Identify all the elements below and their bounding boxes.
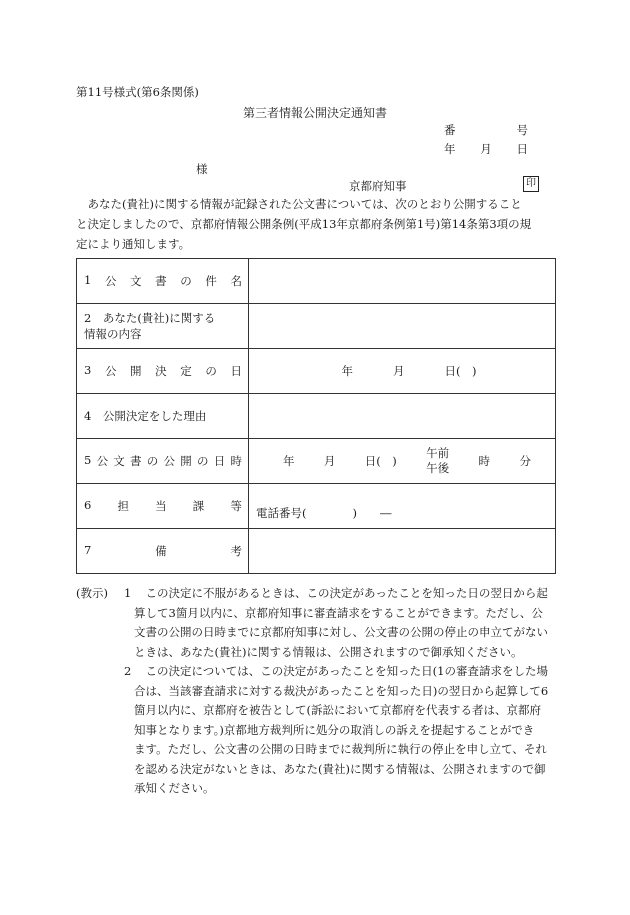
label-char: 等 [230, 499, 242, 513]
phone-number-field: 電話番号( ) ― [256, 506, 392, 520]
label-char: 文 [113, 454, 125, 468]
label-char: 課 [192, 499, 205, 513]
dt-month: 月 [323, 454, 336, 468]
label-responsible-section [77, 484, 249, 529]
label-char: 名 [230, 274, 242, 288]
value-remarks [249, 529, 556, 574]
label-char: 公 [163, 454, 175, 468]
am-label: 午前 [426, 446, 450, 460]
addressee-honorific: 様 [196, 162, 208, 176]
label-document-name [77, 259, 249, 304]
label-char: 件 [205, 274, 217, 288]
label-char: 公 [104, 364, 117, 378]
label-char: 開 [180, 454, 192, 468]
sender-governor: 京都府知事 [349, 179, 407, 193]
note-2 [134, 662, 548, 799]
table-row [77, 439, 556, 484]
date-month: 月 [393, 364, 405, 378]
label-remarks [77, 529, 249, 574]
intro-line: 定により通知します。 [76, 237, 191, 251]
note-line: 箇月以内に、京都府を被告として(訴訟において京都府を代表する者は、京都府 [134, 703, 541, 717]
label-char: の [196, 454, 209, 468]
label-char: 時 [230, 454, 242, 468]
table-row [77, 529, 556, 574]
table-row [77, 304, 556, 349]
label-char: の [205, 364, 217, 378]
label-char: の [180, 274, 192, 288]
label-char: 考 [230, 544, 242, 558]
date-month: 月 [480, 142, 492, 156]
label-char: 日 [213, 454, 226, 468]
pm-label: 午後 [426, 461, 450, 475]
note-line: 文書の公開の日時までに京都府知事に対し、公文書の公開の停止の申立てがない [134, 625, 548, 639]
value-document-name [249, 259, 556, 304]
label-char: 公 [104, 274, 117, 288]
label-line: 2 あなた(貴社)に関する [84, 311, 216, 325]
label-char: 書 [155, 274, 167, 288]
decision-table [76, 258, 556, 574]
note-line: ときは、あなた(貴社)に関する情報は、公開されますので御承知ください。 [134, 644, 523, 659]
label-char: 6 [84, 498, 92, 512]
value-responsible-section [249, 484, 556, 529]
table-row [77, 484, 556, 529]
note-line: ます。ただし、公文書の公開の日時までに裁判所に執行の停止を申し立て、それ [134, 742, 547, 756]
am-pm-stack [426, 446, 449, 476]
table-row [77, 259, 556, 304]
label-decision-date [77, 349, 249, 394]
dt-year: 年 [283, 454, 295, 468]
note-number: 2 [124, 664, 132, 678]
intro-line: と決定しましたので、京都府情報公開条例(平成13年京都府条例第1号)第14条第3項の規 [76, 217, 532, 231]
intro-paragraph [76, 194, 552, 254]
table-row [77, 394, 556, 439]
note-line: を認める決定がないときは、あなた(貴社)に関する情報は、公開されますので御 [134, 761, 546, 776]
dt-hour: 時 [478, 454, 491, 468]
note-1 [134, 584, 548, 662]
label-char: 公 [96, 454, 109, 468]
label-char: 開 [130, 364, 142, 378]
instructions-heading: (教示) [76, 586, 108, 600]
date-year: 年 [341, 364, 353, 378]
number-label: 番 [444, 123, 456, 137]
dt-minute: 分 [519, 454, 531, 468]
note-number: 1 [124, 586, 132, 600]
seal-mark: 印 [523, 176, 539, 192]
label-char: 文 [130, 274, 142, 288]
label-char: 担 [117, 499, 129, 513]
label-disclosure-datetime [77, 439, 249, 484]
note-line: この決定については、この決定があったことを知った日(1の審査請求をした場 [134, 664, 548, 678]
date-year: 年 [444, 142, 456, 156]
value-info-content [249, 304, 556, 349]
label-char: 定 [180, 364, 192, 378]
label-info-content [77, 304, 249, 349]
label-char: 決 [155, 364, 167, 378]
table-row [77, 349, 556, 394]
value-decision-reason [249, 394, 556, 439]
label-char: 当 [155, 499, 167, 513]
label-char: 5 [84, 453, 92, 467]
label-char: 備 [155, 544, 167, 558]
intro-line: あなた(貴社)に関する情報が記録された公文書については、次のとおり公開すること [76, 197, 522, 211]
label-char: 1 [84, 273, 92, 287]
label-char: 3 [84, 363, 92, 377]
dt-day: 日( ) [364, 454, 397, 468]
note-line: 合は、当該審査請求に対する裁決があったことを知った日)の翌日から起算して6 [134, 683, 549, 698]
label-char: 日 [230, 364, 242, 378]
document-title: 第三者情報公開決定通知書 [242, 106, 387, 120]
value-disclosure-datetime [249, 439, 556, 484]
note-line: 算して3箇月以内に、京都府知事に審査請求をすることができます。ただし、公 [134, 605, 543, 620]
document-date-line [444, 141, 528, 157]
form-number: 第11号様式(第6条関係) [76, 85, 199, 99]
value-decision-date [249, 349, 556, 394]
label-char: 7 [84, 543, 92, 557]
note-line: 知事となります。)京都地方裁判所に処分の取消しの訴えを提起することができ [134, 722, 535, 737]
date-day: 日 [516, 142, 528, 156]
note-line: 承知ください。 [134, 781, 215, 795]
label-char: の [146, 454, 159, 468]
label-line: 情報の内容 [84, 327, 142, 341]
label-decision-reason: 4 公開決定をした理由 [77, 394, 249, 439]
number-suffix: 号 [516, 123, 528, 137]
label-char: 書 [130, 454, 142, 468]
date-day: 日( ) [444, 364, 477, 378]
document-number-line [444, 122, 528, 138]
note-line: この決定に不服があるときは、この決定があったことを知った日の翌日から起 [134, 586, 548, 600]
